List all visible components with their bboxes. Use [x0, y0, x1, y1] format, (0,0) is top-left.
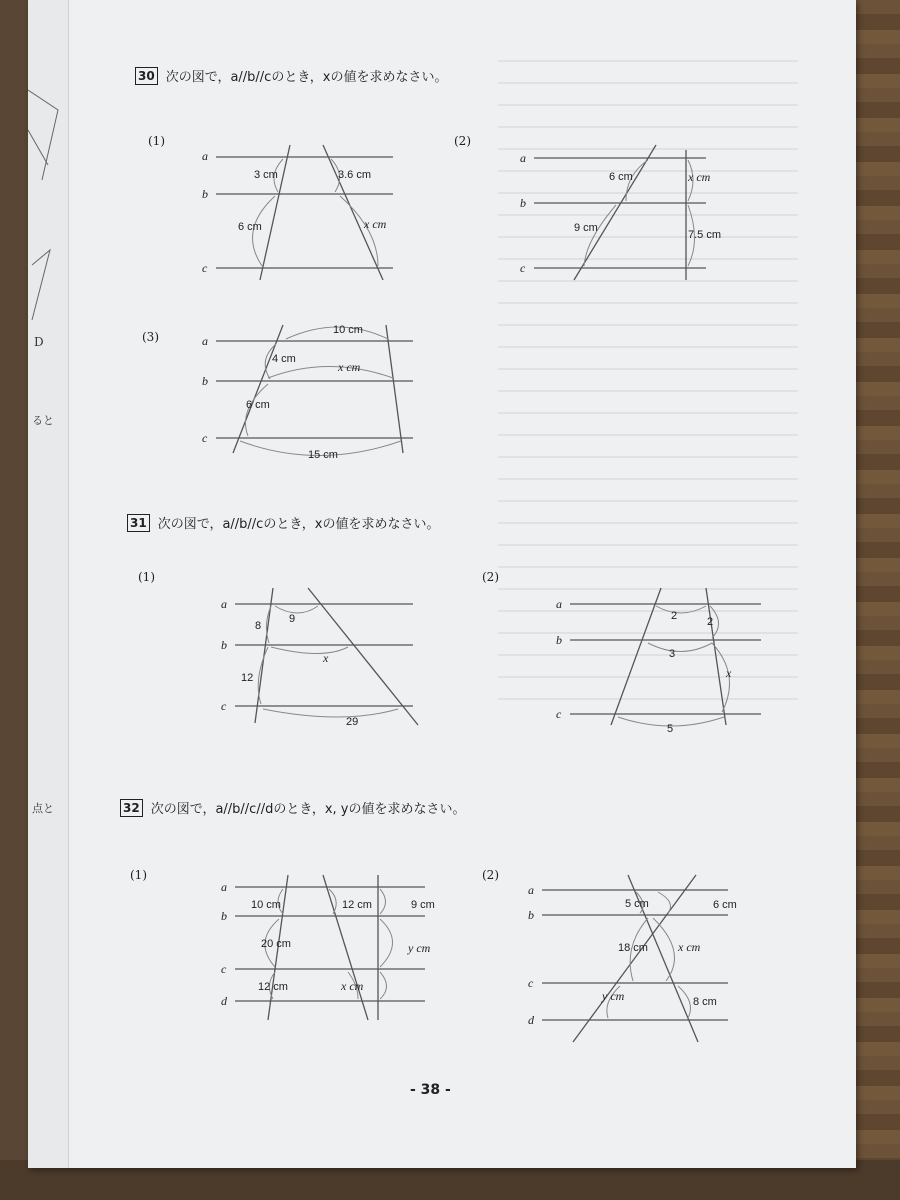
segment-label: x cm	[341, 979, 364, 993]
problem-number: 30	[135, 67, 158, 85]
segment-label: 20 cm	[261, 938, 291, 950]
segment-label: 6 cm	[713, 899, 737, 911]
line-label: a	[528, 883, 534, 897]
line-label: c	[202, 261, 208, 275]
segment-label: 3	[669, 648, 676, 660]
line-label: d	[528, 1013, 534, 1027]
transversal	[386, 325, 403, 453]
transversal	[611, 588, 661, 725]
segment-label: 10 cm	[251, 899, 281, 911]
line-label: d	[221, 994, 227, 1008]
line-label: a	[221, 880, 227, 894]
segment-label: 6 cm	[246, 399, 270, 411]
segment-label: 29	[346, 716, 359, 728]
segment-label: 6 cm	[238, 221, 262, 233]
segment-label: 10 cm	[333, 324, 363, 336]
subproblem-label: (1)	[148, 134, 165, 148]
segment-label: 5 cm	[625, 898, 649, 910]
segment-label: x cm	[364, 217, 387, 231]
problem-text: 次の図で，a//b//cのとき，xの値を求めなさい。	[165, 70, 448, 85]
line-label: c	[221, 962, 227, 976]
subproblem-label: (3)	[142, 330, 159, 344]
line-label: a	[556, 597, 562, 611]
segment-label: y cm	[602, 989, 625, 1003]
left-page-snippet: 点と	[32, 802, 54, 815]
segment-label: 12	[241, 672, 254, 684]
figure-31-1	[213, 585, 433, 735]
segment-label: 7.5 cm	[688, 229, 722, 241]
subproblem-label: (2)	[482, 570, 499, 584]
problem-31-heading	[127, 513, 440, 532]
segment-label: 2	[707, 616, 714, 628]
segment-label: 15 cm	[308, 449, 338, 461]
segment-label: 8 cm	[693, 996, 717, 1008]
workbook-page	[28, 0, 856, 1168]
segment-label: 2	[671, 610, 678, 622]
line-label: b	[556, 633, 562, 647]
line-label: b	[202, 374, 208, 388]
problem-number: 31	[127, 514, 150, 532]
segment-label: 3.6 cm	[338, 169, 372, 181]
subproblem-label: (1)	[138, 570, 155, 584]
line-label: a	[221, 597, 227, 611]
segment-arcs	[240, 327, 401, 456]
transversal	[323, 145, 383, 280]
figure-30-1	[198, 145, 398, 285]
segment-label: 12 cm	[342, 899, 372, 911]
line-label: c	[520, 261, 526, 275]
problem-32-heading	[120, 798, 465, 817]
subproblem-label: (1)	[130, 868, 147, 882]
line-label: c	[556, 707, 562, 721]
page-number: - 38 -	[410, 1082, 451, 1098]
left-page-snippet: ると	[32, 414, 54, 427]
line-label: b	[520, 196, 526, 210]
segment-label: x cm	[678, 940, 701, 954]
line-label: b	[528, 908, 534, 922]
problem-number: 32	[120, 799, 143, 817]
transversal	[260, 145, 290, 280]
segment-label: 3 cm	[254, 169, 278, 181]
transversal	[706, 588, 726, 725]
segment-label: 9 cm	[574, 222, 598, 234]
line-label: a	[202, 334, 208, 348]
left-page-figure	[28, 70, 68, 370]
transversal	[574, 145, 656, 280]
segment-label: 9	[289, 613, 296, 625]
subproblem-label: (2)	[454, 134, 471, 148]
segment-label: 9 cm	[411, 899, 435, 911]
segment-label: 4 cm	[272, 353, 296, 365]
line-label: a	[202, 149, 208, 163]
figure-31-2	[556, 585, 776, 745]
problem-30-heading	[135, 66, 448, 85]
line-label: c	[202, 431, 208, 445]
segment-label: 18 cm	[618, 942, 648, 954]
line-label: c	[221, 699, 227, 713]
left-page-edge	[28, 0, 69, 1168]
figure-30-3	[198, 320, 428, 470]
segment-label: y cm	[408, 941, 431, 955]
problem-text: 次の図で，a//b//cのとき，xの値を求めなさい。	[157, 517, 440, 532]
segment-label: 6 cm	[609, 171, 633, 183]
segment-label: 12 cm	[258, 981, 288, 993]
segment-label: 8	[255, 620, 262, 632]
segment-label: x cm	[338, 360, 361, 374]
line-label: b	[202, 187, 208, 201]
segment-label: x cm	[688, 170, 711, 184]
segment-label: x	[726, 666, 732, 680]
line-label: c	[528, 976, 534, 990]
transversal	[323, 875, 368, 1020]
left-page-letter: D	[34, 335, 44, 349]
segment-label: 5	[667, 723, 674, 735]
segment-label: x	[323, 651, 329, 665]
figure-30-2	[516, 145, 736, 285]
line-label: b	[221, 638, 227, 652]
line-label: a	[520, 151, 526, 165]
figure-32-2	[528, 872, 758, 1047]
figure-32-1	[213, 872, 443, 1027]
segment-arcs	[584, 160, 695, 266]
problem-text: 次の図で，a//b//c//dのとき，x, yの値を求めなさい。	[150, 802, 466, 817]
subproblem-label: (2)	[482, 868, 499, 882]
line-label: b	[221, 909, 227, 923]
